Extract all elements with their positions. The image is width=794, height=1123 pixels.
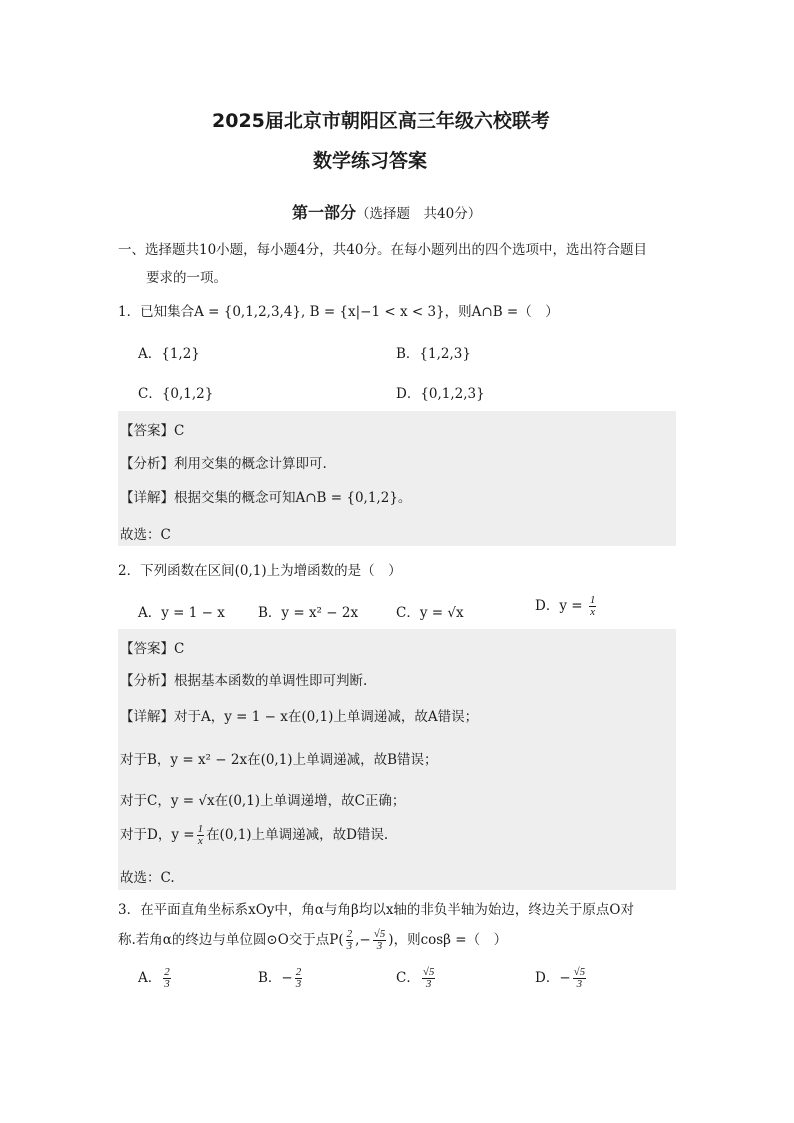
- q2-detail-d-suffix: 在(0,1)上单调递减，故D错误.: [206, 827, 389, 843]
- q1-solution-box: [118, 411, 676, 546]
- q2-analysis: 【分析】根据基本函数的单调性即可判断.: [120, 673, 368, 689]
- q2-option-d: [535, 594, 598, 618]
- q2-option-d-numerator: 1: [589, 594, 596, 606]
- part-title: 第一部分: [292, 203, 357, 222]
- q2-detail-d-denominator: x: [197, 835, 203, 847]
- q3-point-y-fraction: [373, 929, 387, 952]
- q2-detail-d-prefix: 对于D，y =: [120, 827, 195, 843]
- q3-option-c-numerator: √5: [422, 966, 435, 978]
- q2-detail-d-numerator: 1: [197, 823, 204, 835]
- q1-option-c: C．{0,1,2}: [138, 386, 214, 402]
- q3-point-y-sign: ,−: [355, 932, 371, 948]
- q3-option-d-denominator: 3: [576, 978, 583, 990]
- q2-choice: 故选：C.: [120, 870, 175, 886]
- q2-option-b: B．y = x² − 2x: [258, 605, 359, 621]
- document-title: 2025届北京市朝阳区高三年级六校联考: [212, 110, 550, 132]
- instructions-line-2: 要求的一项。: [146, 270, 227, 286]
- q2-option-d-prefix: D．y =: [535, 598, 583, 614]
- q3-option-d-fraction: [573, 967, 587, 990]
- q3-point-y-numerator: √5: [373, 928, 386, 940]
- q3-line-2: [118, 928, 507, 952]
- q2-stem: 2．下列函数在区间(0,1)上为增函数的是（ ）: [118, 563, 402, 579]
- q3-option-d: [535, 966, 588, 990]
- q3-point-x-denominator: 3: [346, 940, 353, 952]
- q3-option-c-denominator: 3: [425, 978, 432, 990]
- q2-option-d-fraction: [589, 595, 597, 618]
- q2-answer: 【答案】C: [120, 641, 185, 657]
- q3-option-a: [138, 966, 173, 990]
- q2-option-c: C．y = √x: [396, 605, 464, 621]
- q3-option-c-fraction: [422, 967, 436, 990]
- q3-option-b-denominator: 3: [295, 978, 302, 990]
- q3-point-x-fraction: [346, 929, 354, 952]
- document-subtitle: 数学练习答案: [313, 150, 428, 172]
- part-heading: [292, 200, 481, 223]
- q3-option-a-numerator: 2: [164, 966, 170, 978]
- q1-choice: 故选：C: [120, 527, 171, 543]
- part-note: （选择题 共40分）: [356, 206, 482, 222]
- q3-option-c-label: C．: [396, 970, 420, 986]
- q3-option-d-label: D．−: [535, 970, 571, 986]
- q3-option-b-label: B．−: [258, 970, 293, 986]
- q3-option-a-denominator: 3: [164, 978, 170, 990]
- q2-option-d-denominator: x: [590, 606, 596, 618]
- q3-option-b-fraction: [295, 967, 303, 990]
- instructions-line-1: 一、选择题共10小题，每小题4分，共40分。在每小题列出的四个选项中，选出符合题目: [118, 242, 647, 258]
- q3-line-2-prefix: 称.若角α的终边与单位圆⊙O交于点P(: [118, 932, 344, 948]
- q3-line-1: 3．在平面直角坐标系xOy中，角α与角β均以x轴的非负半轴为始边，终边关于原点O对: [118, 902, 634, 918]
- q3-line-2-suffix: )，则cosβ =（ ）: [388, 932, 508, 948]
- q1-answer: 【答案】C: [120, 423, 185, 439]
- q2-detail-d-fraction: [197, 824, 205, 847]
- q2-detail-d: [120, 823, 388, 847]
- q3-option-b: [258, 966, 304, 990]
- q1-detail: 【详解】根据交集的概念可知A∩B = {0,1,2}。: [120, 490, 412, 506]
- q3-point-y-denominator: 3: [376, 940, 383, 952]
- q2-option-a: A．y = 1 − x: [138, 605, 225, 621]
- q2-detail-c: 对于C，y = √x在(0,1)上单调递增，故C正确；: [120, 793, 406, 809]
- q1-stem: 1．已知集合A = {0,1,2,3,4}, B = {x|−1 < x < 3}，则A∩B =（ ）: [118, 304, 559, 320]
- q2-detail-a: 【详解】对于A，y = 1 − x在(0,1)上单调递减，故A错误；: [120, 709, 479, 725]
- q3-option-b-numerator: 2: [295, 966, 302, 978]
- q1-analysis: 【分析】利用交集的概念计算即可.: [120, 456, 327, 472]
- q3-option-d-numerator: √5: [573, 966, 586, 978]
- q3-option-c: [396, 966, 437, 990]
- q3-option-a-fraction: [163, 967, 171, 990]
- q3-option-a-label: A．: [138, 970, 162, 986]
- q3-point-x-numerator: 2: [346, 928, 353, 940]
- q1-option-b: B．{1,2,3}: [396, 346, 471, 362]
- q1-option-d: D．{0,1,2,3}: [396, 386, 485, 402]
- q1-option-a: A．{1,2}: [138, 346, 200, 362]
- q2-detail-b: 对于B，y = x² − 2x在(0,1)上单调递减，故B错误；: [120, 752, 438, 768]
